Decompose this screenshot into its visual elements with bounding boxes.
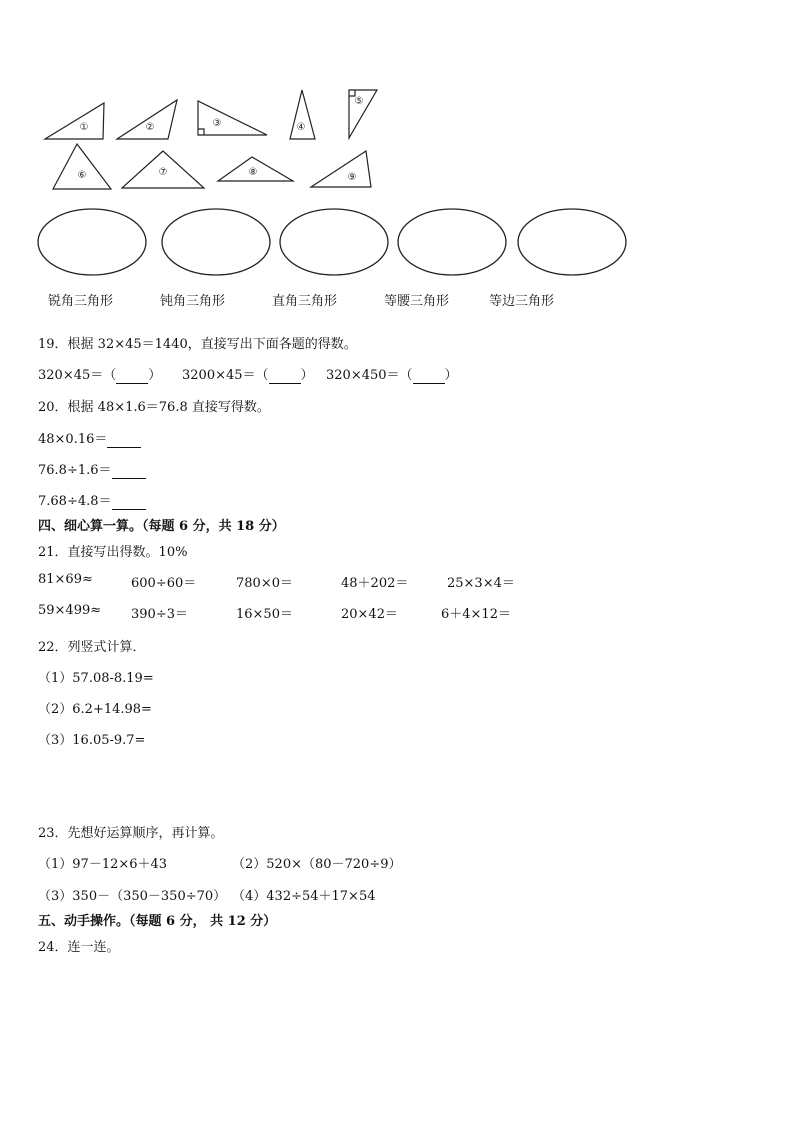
q23-item-2: （2）520×（80－720÷9） xyxy=(232,857,402,872)
q23-item-4: （4）432÷54＋17×54 xyxy=(232,889,376,904)
q21-r2-c4: 20×42＝ xyxy=(341,607,398,622)
q19-item-2-text: 3200×45＝（ xyxy=(182,368,269,383)
q21-prompt: 21．直接写出得数。10% xyxy=(38,545,188,560)
triangle-3 xyxy=(198,101,267,135)
triangle-6 xyxy=(53,144,111,189)
oval-isosceles xyxy=(398,209,506,275)
q20-item-2 xyxy=(38,459,146,479)
q21-r1-c3: 780×0＝ xyxy=(236,576,293,591)
q19-item-2 xyxy=(182,364,314,384)
answer-blank[interactable] xyxy=(112,494,146,510)
q22-item-1: （1）57.08-8.19= xyxy=(38,671,154,686)
q24-prompt: 24．连一连。 xyxy=(38,940,120,955)
oval-right xyxy=(280,209,388,275)
triangle-1 xyxy=(45,103,104,139)
q20-item-1 xyxy=(38,428,141,448)
label-obtuse: 钝角三角形 xyxy=(160,294,226,309)
answer-blank[interactable] xyxy=(116,368,148,384)
q23-prompt: 23．先想好运算顺序，再计算。 xyxy=(38,826,224,841)
q20-prompt: 20．根据 48×1.6＝76.8 直接写得数。 xyxy=(38,400,270,415)
label-equilateral: 等边三角形 xyxy=(489,294,555,309)
label-right: 直角三角形 xyxy=(272,294,338,309)
label-isosceles: 等腰三角形 xyxy=(384,294,450,309)
q22-prompt: 22．列竖式计算． xyxy=(38,640,146,655)
label-acute: 锐角三角形 xyxy=(48,294,114,309)
triangle-number-8: ⑧ xyxy=(248,167,258,178)
oval-obtuse xyxy=(162,209,270,275)
q19-item-1 xyxy=(38,364,161,384)
q19-prompt: 19．根据 32×45＝1440，直接写出下面各题的得数。 xyxy=(38,337,357,352)
q19-close-paren: ） xyxy=(148,368,162,383)
q22-item-3: （3）16.05-9.7= xyxy=(38,733,146,748)
oval-equilateral xyxy=(518,209,626,275)
triangle-number-2: ② xyxy=(145,122,155,133)
answer-blank[interactable] xyxy=(107,432,141,448)
section-4-title: 四、细心算一算。（每题 6 分，共 18 分） xyxy=(38,519,285,534)
triangle-number-9: ⑨ xyxy=(347,172,357,183)
triangle-number-6: ⑥ xyxy=(77,170,87,181)
q23-item-3: （3）350－（350－350÷70） xyxy=(38,889,227,904)
q20-item-1-text: 48×0.16＝ xyxy=(38,432,108,447)
answer-blank[interactable] xyxy=(269,368,301,384)
q22-item-2: （2）6.2+14.98= xyxy=(38,702,152,717)
q19-item-3 xyxy=(326,364,458,384)
q21-r2-c1: 59×499≈ xyxy=(38,603,102,618)
answer-blank[interactable] xyxy=(112,463,146,479)
q19-close-paren: ） xyxy=(444,368,458,383)
q19-item-3-text: 320×450＝（ xyxy=(326,368,413,383)
triangle-number-3: ③ xyxy=(212,118,222,129)
q21-r2-c5: 6＋4×12＝ xyxy=(441,607,511,622)
triangle-2 xyxy=(117,100,177,139)
q21-r1-c1: 81×69≈ xyxy=(38,572,93,587)
right-angle-mark-3 xyxy=(198,129,204,135)
q20-item-2-text: 76.8÷1.6＝ xyxy=(38,463,112,478)
answer-blank[interactable] xyxy=(413,368,445,384)
q19-item-1-text: 320×45＝（ xyxy=(38,368,117,383)
oval-acute xyxy=(38,209,146,275)
q20-item-3 xyxy=(38,490,146,510)
triangle-number-7: ⑦ xyxy=(158,167,168,178)
q23-item-1: （1）97－12×6＋43 xyxy=(38,857,168,872)
triangle-number-5: ⑤ xyxy=(354,96,364,107)
q21-r2-c2: 390÷3＝ xyxy=(131,607,188,622)
triangle-9 xyxy=(311,151,371,187)
triangle-number-4: ④ xyxy=(296,122,306,133)
q19-close-paren: ） xyxy=(300,368,314,383)
q21-r1-c4: 48＋202＝ xyxy=(341,576,409,591)
section-5-title: 五、动手操作。（每题 6 分， 共 12 分） xyxy=(38,914,277,929)
q21-r2-c3: 16×50＝ xyxy=(236,607,293,622)
q21-r1-c2: 600÷60＝ xyxy=(131,576,197,591)
triangle-number-1: ① xyxy=(79,122,89,133)
q20-item-3-text: 7.68÷4.8＝ xyxy=(38,494,112,509)
q21-r1-c5: 25×3×4＝ xyxy=(447,576,515,591)
triangles-figure xyxy=(0,0,794,320)
